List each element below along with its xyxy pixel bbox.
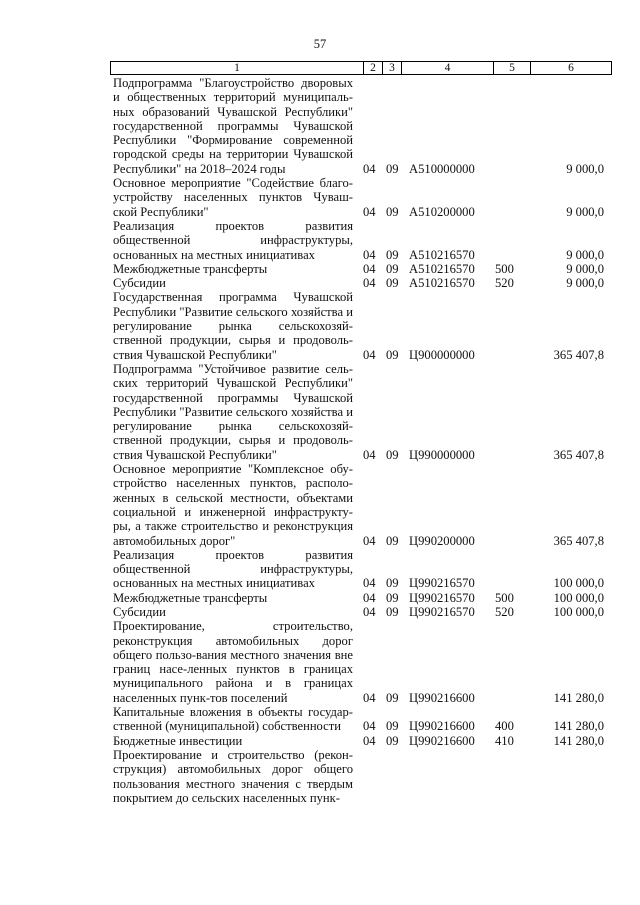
row-name: Субсидии	[113, 276, 166, 291]
row-section-code: 04	[363, 204, 376, 219]
row-expense-type: 520	[495, 276, 514, 291]
row-amount: 100 000,0	[553, 576, 604, 591]
row-amount: 9 000,0	[566, 247, 604, 262]
row-subsection-code: 09	[386, 690, 399, 705]
table-body	[113, 76, 612, 805]
table-row	[113, 591, 612, 605]
row-amount: 141 280,0	[553, 719, 604, 734]
row-target-article: А510216570	[409, 247, 475, 262]
row-name: Субсидии	[113, 604, 166, 619]
row-subsection-code: 09	[386, 733, 399, 748]
row-expense-type: 500	[495, 590, 514, 605]
table-row	[113, 290, 612, 361]
table-row	[113, 176, 612, 219]
row-name: Подпрограмма "Благоустройство дворовых и общественных территорий муниципаль-ных образований Чувашской Республики" государственной программы Чувашской Республики "Формирование современной городской среды на территории Чувашской Республики" на 2018–2024 годы	[113, 76, 353, 176]
row-amount: 100 000,0	[553, 590, 604, 605]
header-col-6: 6	[530, 61, 612, 75]
row-name: Основное мероприятие "Содействие благо-устройству населенных пунктов Чуваш-ской Республики"	[113, 176, 353, 219]
table-row	[113, 705, 612, 734]
header-col-4: 4	[401, 61, 493, 75]
header-col-3: 3	[382, 61, 401, 75]
header-col-2: 2	[363, 61, 382, 75]
row-target-article: Ц990216570	[409, 604, 475, 619]
row-amount: 141 280,0	[553, 733, 604, 748]
row-subsection-code: 09	[386, 247, 399, 262]
header-col-1: 1	[110, 61, 363, 75]
row-target-article: Ц990216570	[409, 590, 475, 605]
row-amount: 100 000,0	[553, 604, 604, 619]
row-target-article: Ц990216570	[409, 576, 475, 591]
table-row	[113, 362, 612, 462]
row-subsection-code: 09	[386, 204, 399, 219]
table-row	[113, 548, 612, 591]
row-section-code: 04	[363, 719, 376, 734]
row-expense-type: 500	[495, 261, 514, 276]
row-target-article: Ц990216600	[409, 733, 475, 748]
table-row	[113, 748, 612, 805]
table-row	[113, 276, 612, 290]
row-section-code: 04	[363, 276, 376, 291]
row-subsection-code: 09	[386, 576, 399, 591]
row-section-code: 04	[363, 604, 376, 619]
row-subsection-code: 09	[386, 590, 399, 605]
row-section-code: 04	[363, 447, 376, 462]
row-name: Проектирование и строительство (рекон-струкция) автомобильных дорог общего пользования местного значения с твердым покрытием до сельских населенных пунк-	[113, 747, 353, 805]
row-target-article: Ц990216600	[409, 690, 475, 705]
row-amount: 365 407,8	[553, 533, 604, 548]
table-row	[113, 262, 612, 276]
row-subsection-code: 09	[386, 533, 399, 548]
row-subsection-code: 09	[386, 719, 399, 734]
row-expense-type: 410	[495, 733, 514, 748]
row-target-article: Ц900000000	[409, 347, 475, 362]
row-name: Государственная программа Чувашской Республики "Развитие сельского хозяйства и регулирование рынка сельскохозяй-ственной продукции, сырья и продоволь-ствия Чувашской Республики"	[113, 290, 353, 362]
row-section-code: 04	[363, 690, 376, 705]
row-section-code: 04	[363, 161, 376, 176]
row-target-article: А510000000	[409, 161, 475, 176]
table-row	[113, 462, 612, 548]
page-number: 57	[313, 37, 327, 51]
row-subsection-code: 09	[386, 447, 399, 462]
row-amount: 365 407,8	[553, 447, 604, 462]
row-amount: 9 000,0	[566, 204, 604, 219]
row-target-article: Ц990200000	[409, 533, 475, 548]
table-row	[113, 219, 612, 262]
row-target-article: Ц990216600	[409, 719, 475, 734]
row-section-code: 04	[363, 247, 376, 262]
row-amount: 9 000,0	[566, 276, 604, 291]
table-row	[113, 734, 612, 748]
row-target-article: А510200000	[409, 204, 475, 219]
header-col-5: 5	[493, 61, 530, 75]
row-subsection-code: 09	[386, 276, 399, 291]
row-subsection-code: 09	[386, 161, 399, 176]
row-subsection-code: 09	[386, 261, 399, 276]
row-name: Проектирование, строительство, реконструкция автомобильных дорог общего пользо-вания местного значения вне границ насе-ленных пунктов в границах муниципального района и в границах населенных пунк-тов поселений	[113, 619, 353, 705]
row-name: Реализация проектов развития общественной инфраструктуры, основанных на местных инициативах	[113, 218, 353, 262]
row-amount: 9 000,0	[566, 261, 604, 276]
row-expense-type: 520	[495, 604, 514, 619]
row-name: Подпрограмма "Устойчивое развитие сель-ских территорий Чувашской Республики" государственной программы Чувашской Республики "Развитие сельского хозяйства и регулирование рынка сельскохозяй-ственной продукции, сырья и продоволь-ствия Чувашской Республики"	[113, 361, 353, 462]
row-section-code: 04	[363, 576, 376, 591]
row-target-article: Ц990000000	[409, 447, 475, 462]
row-name: Капитальные вложения в объекты государ-ственной (муниципальной) собственности	[113, 705, 353, 734]
table-header	[110, 61, 612, 75]
table-row	[113, 605, 612, 619]
row-target-article: А510216570	[409, 261, 475, 276]
row-name: Основное мероприятие "Комплексное обу-стройство населенных пунктов, располо-женных в сельской местности, объектами социальной и инженерной инфраструкту-ры, а также строительство и реконструкция автомобильных дорог"	[113, 462, 353, 548]
row-section-code: 04	[363, 733, 376, 748]
table-row	[113, 619, 612, 705]
row-section-code: 04	[363, 533, 376, 548]
row-section-code: 04	[363, 590, 376, 605]
row-section-code: 04	[363, 261, 376, 276]
row-name: Межбюджетные трансферты	[113, 261, 268, 276]
row-name: Реализация проектов развития общественной инфраструктуры, основанных на местных инициативах	[113, 547, 353, 591]
row-name: Межбюджетные трансферты	[113, 590, 268, 605]
row-amount: 141 280,0	[553, 690, 604, 705]
row-section-code: 04	[363, 347, 376, 362]
row-amount: 365 407,8	[553, 347, 604, 362]
table-row	[113, 76, 612, 176]
row-amount: 9 000,0	[566, 161, 604, 176]
row-name: Бюджетные инвестиции	[113, 733, 243, 748]
row-target-article: А510216570	[409, 276, 475, 291]
row-subsection-code: 09	[386, 347, 399, 362]
row-subsection-code: 09	[386, 604, 399, 619]
row-expense-type: 400	[495, 719, 514, 734]
